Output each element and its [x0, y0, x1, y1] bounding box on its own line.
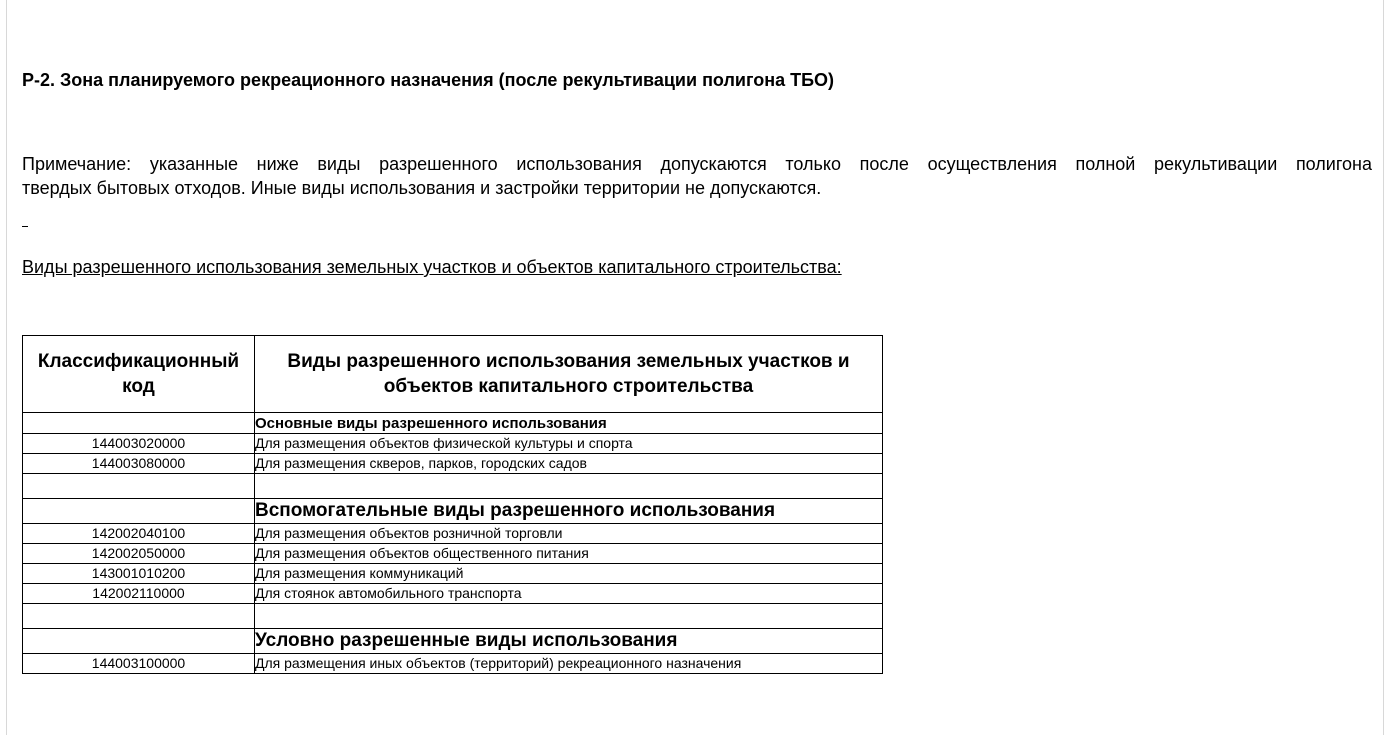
row-code: 144003100000 — [23, 654, 255, 674]
note-paragraph — [22, 152, 1372, 200]
table-row — [23, 544, 883, 564]
header-code: Классификационный код — [23, 336, 255, 413]
row-description: Для размещения объектов физической культуры и спорта — [255, 434, 883, 454]
permitted-uses-table — [22, 335, 883, 674]
note-line-1: Примечание: указанные ниже виды разрешенного использования допускаются только после осуществления полной рекультивации полигона — [22, 154, 1372, 174]
row-description: Для размещения скверов, парков, городских садов — [255, 454, 883, 474]
table-header-row — [23, 336, 883, 413]
table-row — [23, 454, 883, 474]
row-description: Для стоянок автомобильного транспорта — [255, 584, 883, 604]
group-row-main — [23, 413, 883, 434]
row-code: 144003020000 — [23, 434, 255, 454]
row-code: 144003080000 — [23, 454, 255, 474]
blank-row — [23, 474, 883, 499]
blank-row — [23, 604, 883, 629]
document-page — [6, 0, 1384, 735]
header-description: Виды разрешенного использования земельных участков и объектов капитального строительства — [255, 336, 883, 413]
table-row — [23, 434, 883, 454]
row-code: 142002050000 — [23, 544, 255, 564]
table-row — [23, 584, 883, 604]
group-row-cond — [23, 629, 883, 654]
row-code: 143001010200 — [23, 564, 255, 584]
table-row — [23, 564, 883, 584]
group-label-aux: Вспомогательные виды разрешенного использования — [255, 499, 883, 524]
underline-dash — [22, 226, 28, 227]
zone-title: Р-2. Зона планируемого рекреационного назначения (после рекультивации полигона ТБО) — [22, 70, 835, 90]
row-code: 142002040100 — [23, 524, 255, 544]
table-row — [23, 524, 883, 544]
group-row-aux — [23, 499, 883, 524]
uses-subheading: Виды разрешенного использования земельных участков и объектов капитального строительства: — [22, 257, 842, 277]
row-description: Для размещения объектов розничной торговли — [255, 524, 883, 544]
row-description: Для размещения иных объектов (территорий) рекреационного назначения — [255, 654, 883, 674]
row-description: Для размещения коммуникаций — [255, 564, 883, 584]
note-line-2: твердых бытовых отходов. Иные виды использования и застройки территории не допускаются. — [22, 178, 822, 198]
group-label-cond: Условно разрешенные виды использования — [255, 629, 883, 654]
group-label-main: Основные виды разрешенного использования — [255, 413, 883, 434]
table-row — [23, 654, 883, 674]
row-code: 142002110000 — [23, 584, 255, 604]
row-description: Для размещения объектов общественного питания — [255, 544, 883, 564]
